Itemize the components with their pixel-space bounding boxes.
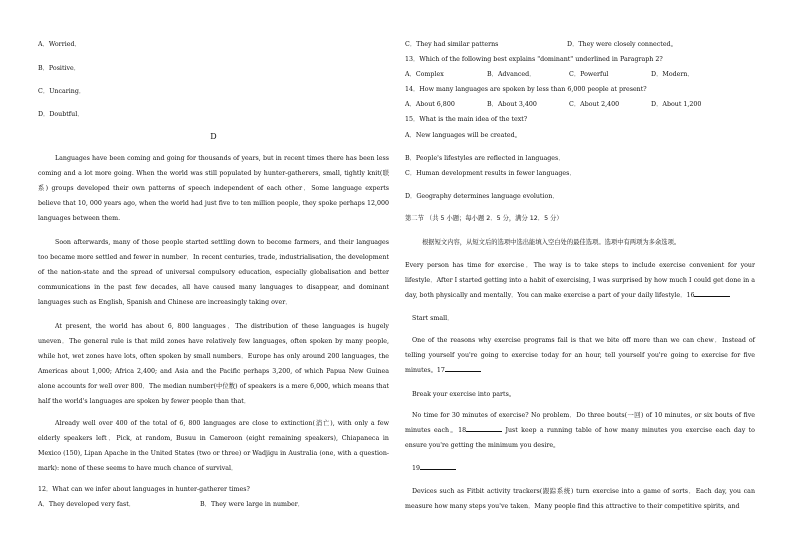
question-14-options xyxy=(405,100,701,109)
section-2-title: 第二节 （共 5 小题；每小题 2．5 分，满分 12．5 分） xyxy=(405,215,563,222)
q12-option-a: A．They developed very fast． xyxy=(38,501,136,508)
passage-paragraph-3 xyxy=(405,408,755,453)
paragraph-1: Languages have been coming and going for thousands of years, but in recent times there has been less coming and a lot more going. When the world was still populated by hunter-gatherers, small, tightly knit(联系) groups developed their own patterns of speech independent of each other．Some language experts believe that 10, 000 years ago, when the world had just five to ten million people, they spoke perhaps 12,000 languages between them. xyxy=(38,155,389,222)
passage-paragraph-1-text: Every person has time for exercise．The way is to take steps to include exercise convenient for your lifestyle．After I started getting into a habit of exercising, I was surprised by how much I could get done in a day, both physically and mentally．You can make exercise a part of your daily lifestyle．16 xyxy=(405,262,755,299)
question-14: 14．How many languages are spoken by less than 6,000 people at present? xyxy=(405,86,647,93)
question-12-options xyxy=(38,500,304,509)
option-b: B．Positive． xyxy=(38,65,81,72)
blank-19-number: 19 xyxy=(412,465,421,472)
section-2-instructions: 根据短文内容，从短文后的选项中选出能填入空白处的最佳选项。选项中有两项为多余选项。 xyxy=(422,239,681,246)
q12-option-b: B．They were large in number． xyxy=(200,501,305,508)
q15-option-b: B．People's lifestyles are reflected in languages． xyxy=(405,155,565,162)
paragraph-4: Already well over 400 of the total of 6, 800 languages are close to extinction(消亡), with only a few elderly speakers left．Pick, at random, Busuu in Cameroon (eight remaining speakers), Chiapaneca in Mexico (150), Lipan Apache in the United States (two or three) or Wadjigu in Australia (one, with a question-mark): none of these seems to have much chance of survival． xyxy=(38,420,389,472)
passage-paragraph-3-text: No time for 30 minutes of exercise? No problem．Do three bouts(一回) of 10 minutes, or six bouts of five minutes each。18 xyxy=(405,412,755,434)
blank-18 xyxy=(466,425,502,432)
heading-break-exercise: Break your exercise into parts。 xyxy=(412,391,516,398)
q14-option-c: C．About 2,400 xyxy=(569,101,620,108)
q13-option-d: D．Modern． xyxy=(651,71,694,78)
q12-option-c: C．They had similar patterns xyxy=(405,41,499,48)
question-13-options xyxy=(405,70,694,79)
blank-19-line xyxy=(412,463,456,473)
passage-paragraph-2-text: One of the reasons why exercise programs fail is that we bite off more than we can chew．Instead of telling yourself you're going to exercise today for an hour, tell yourself you're going to exercise for five minutes。17 xyxy=(405,337,755,374)
heading-start-small: Start small． xyxy=(412,315,454,322)
passage-paragraph-4: Devices such as Fitbit activity trackers(跟踪系统) turn exercise into a game of sorts．Each day, you can measure how many steps you've taken．Many people find this attractive to their competitive spirits, and xyxy=(405,488,755,510)
q13-option-c: C．Powerful xyxy=(569,71,609,78)
section-heading-d: D xyxy=(210,132,217,141)
blank-17 xyxy=(445,365,481,372)
option-d: D．Doubtful． xyxy=(38,111,84,118)
paragraph-2: Soon afterwards, many of those people started settling down to become farmers, and their languages too became more settled and fewer in number．In recent centuries, trade, industrialisation, the development of the nation-state and the spread of universal compulsory education, especially globalisation and better communications in the past few decades, all have caused many languages to disappear, and dominant languages such as English, Spanish and Chinese are increasingly taking over． xyxy=(38,239,389,306)
q15-option-d: D．Geography determines language evolution． xyxy=(405,193,559,200)
q14-option-d: D．About 1,200 xyxy=(651,101,702,108)
q13-option-a: A．Complex xyxy=(405,71,444,78)
blank-16 xyxy=(694,290,730,297)
q14-option-a: A．About 6,800 xyxy=(405,101,455,108)
option-c: C．Uncaring． xyxy=(38,88,86,95)
passage-paragraph-3-rest: Just keep a running table of how many minutes you exercise each day to ensure you're getting the minimum you desire。 xyxy=(405,427,755,449)
option-a: A．Worried． xyxy=(38,41,81,48)
q13-option-b: B．Advanced． xyxy=(487,71,536,78)
q14-option-b: B．About 3,400 xyxy=(487,101,537,108)
q12-option-d: D．They were closely connected。 xyxy=(567,41,677,48)
question-15: 15．What is the main idea of the text? xyxy=(405,116,528,123)
q15-option-c: C．Human development results in fewer languages． xyxy=(405,170,576,177)
passage-paragraph-1 xyxy=(405,258,755,303)
blank-19 xyxy=(420,463,456,470)
q12-options-cd xyxy=(405,40,677,49)
paragraph-3: At present, the world has about 6, 800 languages．The distribution of these languages is hugely uneven．The general rule is that mild zones have relatively few languages, often spoken by many people, while hot, wet zones have lots, often spoken by small numbers．Europe has only around 200 languages, the Americas about 1,000; Africa 2,400; and Asia and the Pacific perhaps 3,200, of which Papua New Guinea alone accounts for well over 800．The median number(中位数) of speakers is a mere 6,000, which means that half the world's languages are spoken by fewer people than that． xyxy=(38,323,389,405)
question-12: 12．What can we infer about languages in hunter-gatherer times? xyxy=(38,486,250,493)
passage-paragraph-2 xyxy=(405,333,755,378)
q15-option-a: A．New languages will be created。 xyxy=(405,132,521,139)
question-13: 13．Which of the following best explains "dominant" underlined in Paragraph 2? xyxy=(405,56,663,63)
